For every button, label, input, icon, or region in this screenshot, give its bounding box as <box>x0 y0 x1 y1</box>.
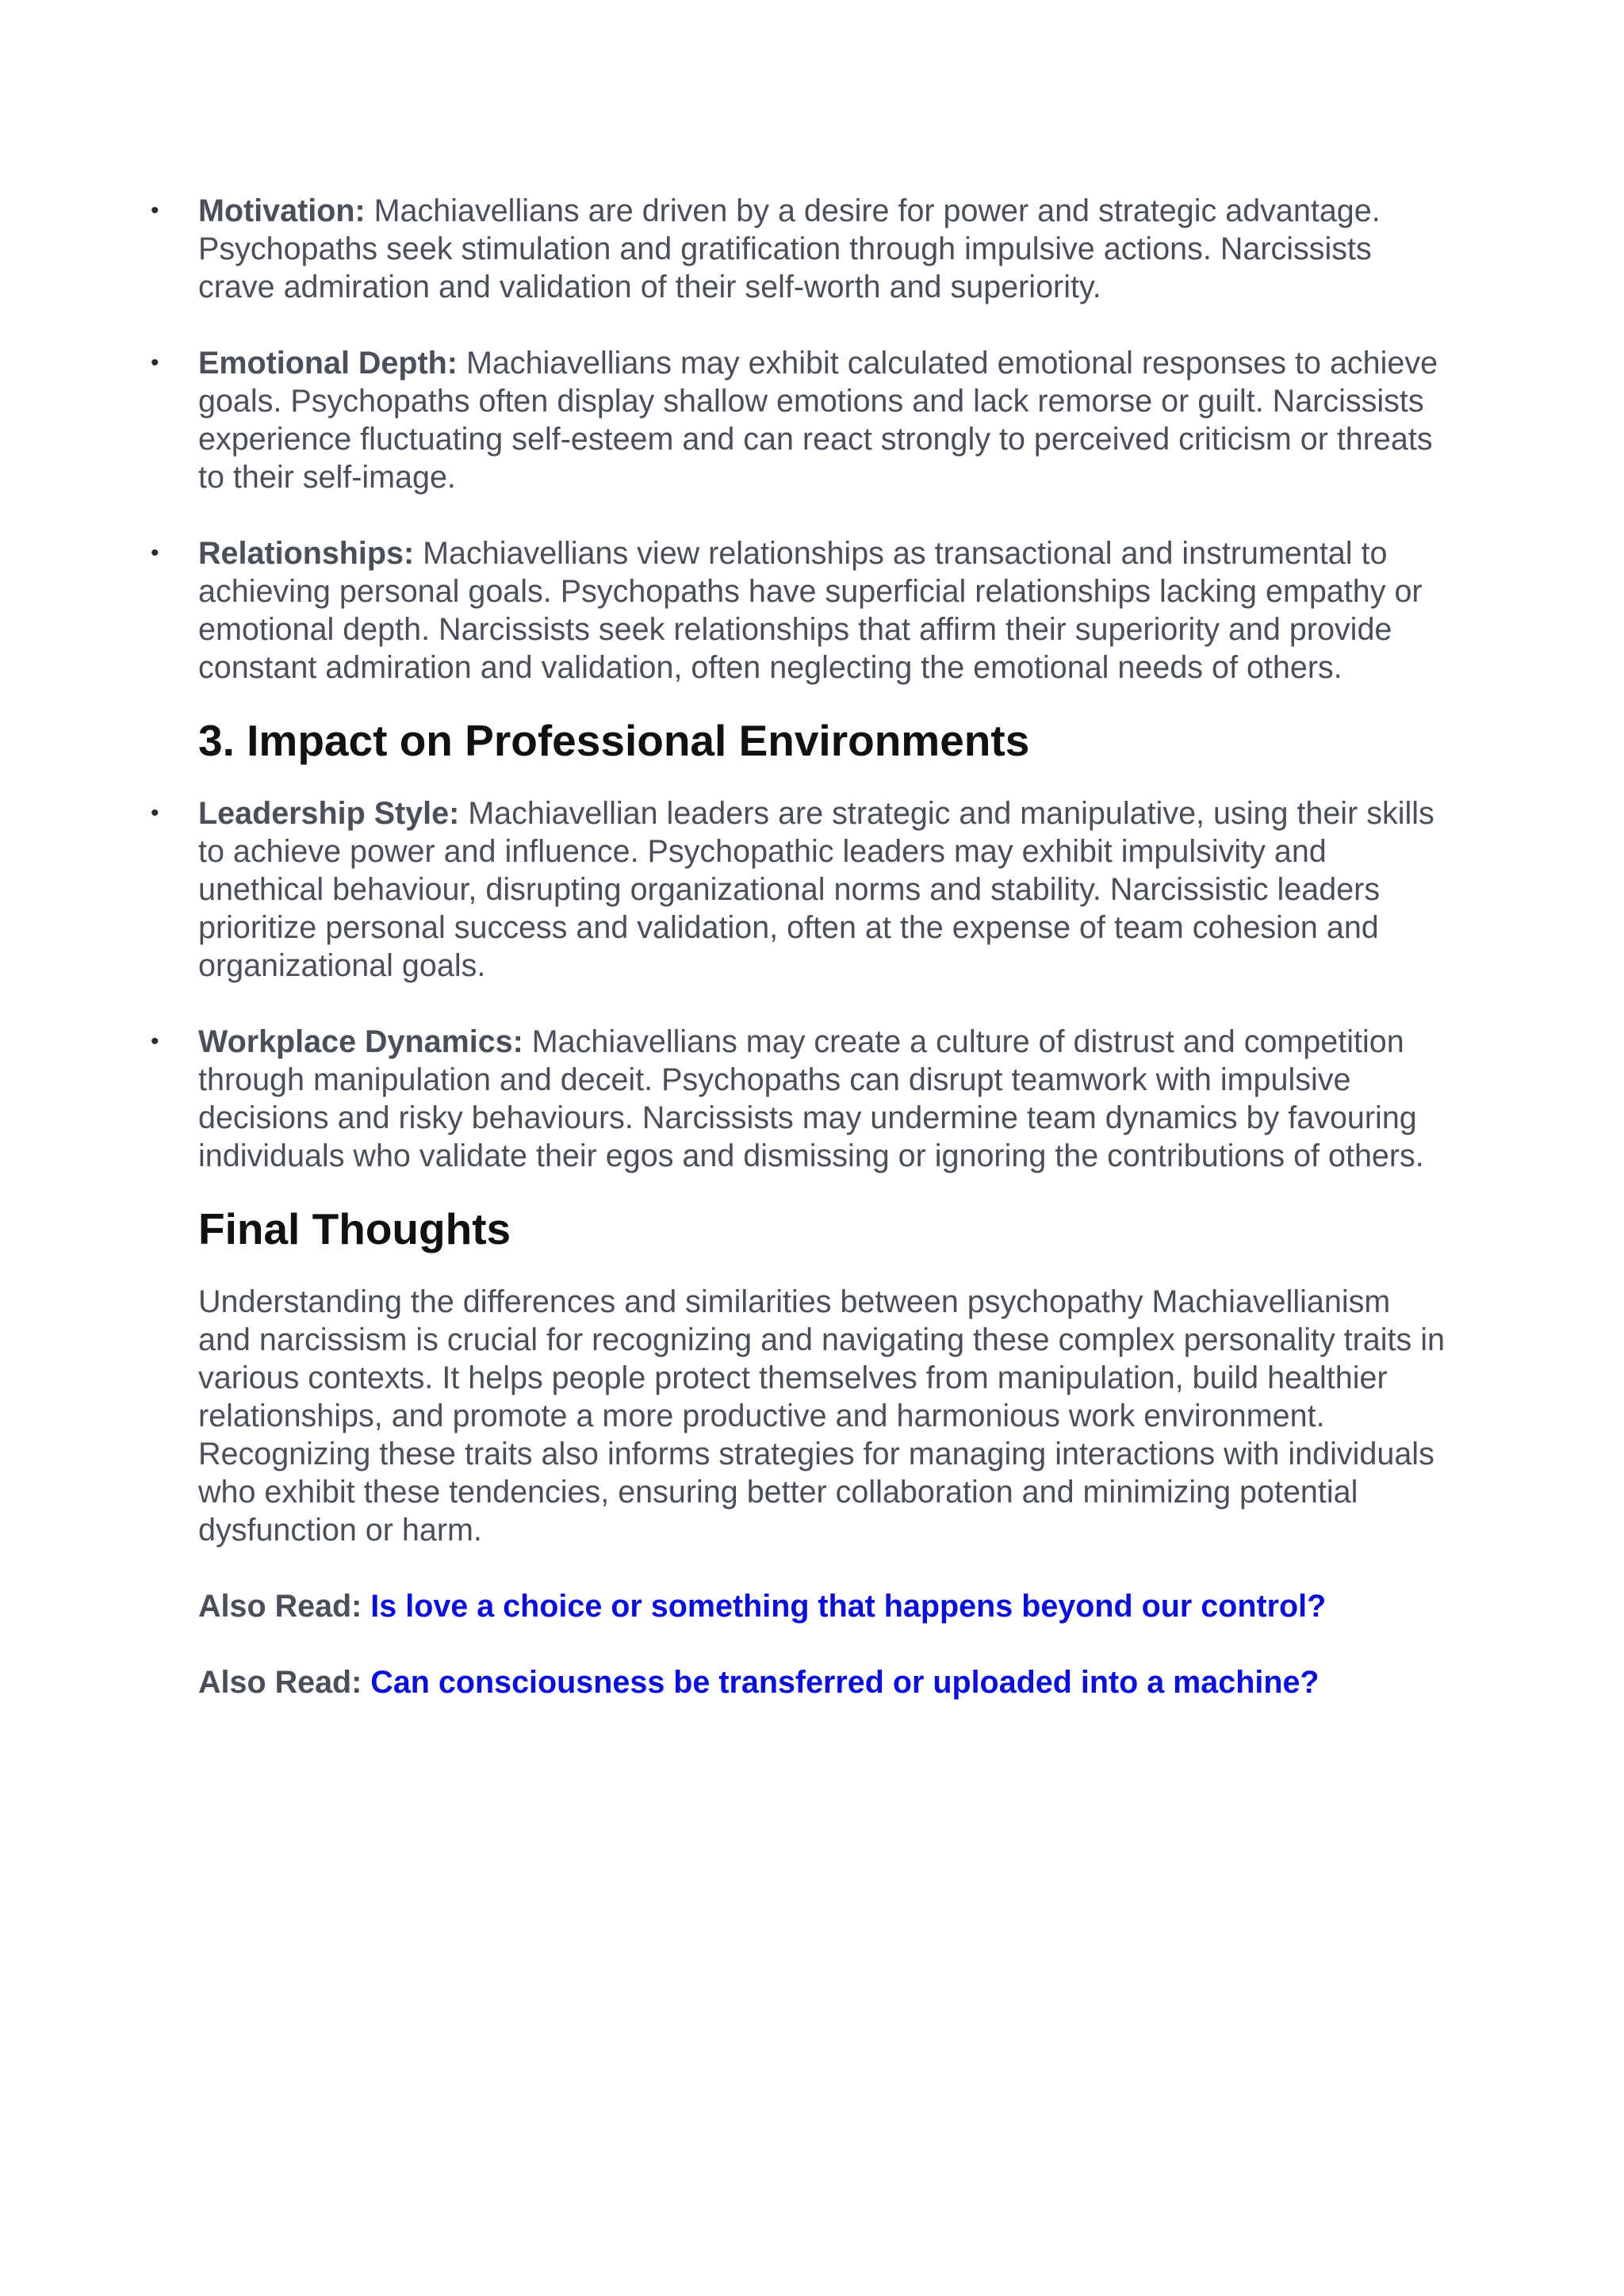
also-read-link-consciousness[interactable]: Can consciousness be transferred or uploaded into a machine? <box>370 1665 1320 1700</box>
list-item-workplace-dynamics <box>198 1023 1451 1175</box>
also-read-link-love-choice[interactable]: Is love a choice or something that happens beyond our control? <box>370 1589 1327 1624</box>
description-motivation: Machiavellians are driven by a desire for power and strategic advantage. Psychopaths seek stimulation and gratification through impulsive actions. Narcissists crave admiration and validation of their self-worth and superiority. <box>198 193 1381 304</box>
list-item-motivation <box>198 192 1451 306</box>
final-thoughts-paragraph: Understanding the differences and similarities between psychopathy Machiavellianism and narcissism is crucial for recognizing and navigating these complex personality traits in various contexts. It helps people protect themselves from manipulation, build healthier relationships, and promote a more productive and harmonious work environment. Recognizing these traits also informs strategies for managing interactions with individuals who exhibit these tendencies, ensuring better collaboration and minimizing potential dysfunction or harm. <box>198 1284 1445 1548</box>
document-page <box>198 192 1451 1739</box>
description-relationships: Machiavellians view relationships as transactional and instrumental to achieving personal goals. Psychopaths have superficial relationships lacking empathy or emotional depth. Narcissists seek relationships that affirm their superiority and provide constant admiration and validation, often neglecting the emotional needs of others. <box>198 536 1423 685</box>
term-leadership-style: Leadership Style: <box>198 796 460 831</box>
section-heading-final-thoughts: Final Thoughts <box>198 1204 511 1253</box>
term-workplace-dynamics: Workplace Dynamics: <box>198 1024 523 1059</box>
professional-impact-list <box>198 794 1451 1175</box>
description-emotional-depth: Machiavellians may exhibit calculated emotional responses to achieve goals. Psychopaths often display shallow emotions and lack remorse or guilt. Narcissists experience fluctuating self-esteem and can react strongly to perceived criticism or threats to their self-image. <box>198 346 1438 495</box>
also-read-1 <box>198 1587 1451 1625</box>
term-motivation: Motivation: <box>198 193 366 228</box>
list-item-emotional-depth <box>198 344 1451 496</box>
traits-comparison-list <box>198 192 1451 687</box>
list-item-relationships <box>198 534 1451 687</box>
also-read-label: Also Read: <box>198 1665 371 1700</box>
section-heading-professional-environments: 3. Impact on Professional Environments <box>198 716 1030 765</box>
term-relationships: Relationships: <box>198 536 415 571</box>
list-item-leadership-style <box>198 794 1451 985</box>
description-workplace-dynamics: Machiavellians may create a culture of distrust and competition through manipulation and deceit. Psychopaths can disrupt teamwork with impulsive decisions and risky behaviours. Narcissists may undermine team dynamics by favouring individuals who validate their egos and dismissing or ignoring the contributions of others. <box>198 1024 1424 1173</box>
also-read-2 <box>198 1663 1451 1701</box>
term-emotional-depth: Emotional Depth: <box>198 346 458 381</box>
also-read-label: Also Read: <box>198 1589 371 1624</box>
description-leadership-style: Machiavellian leaders are strategic and manipulative, using their skills to achieve power and influence. Psychopathic leaders may exhibit impulsivity and unethical behaviour, disrupting organizational norms and stability. Narcissistic leaders prioritize personal success and validation, often at the expense of team cohesion and organizational goals. <box>198 796 1434 983</box>
